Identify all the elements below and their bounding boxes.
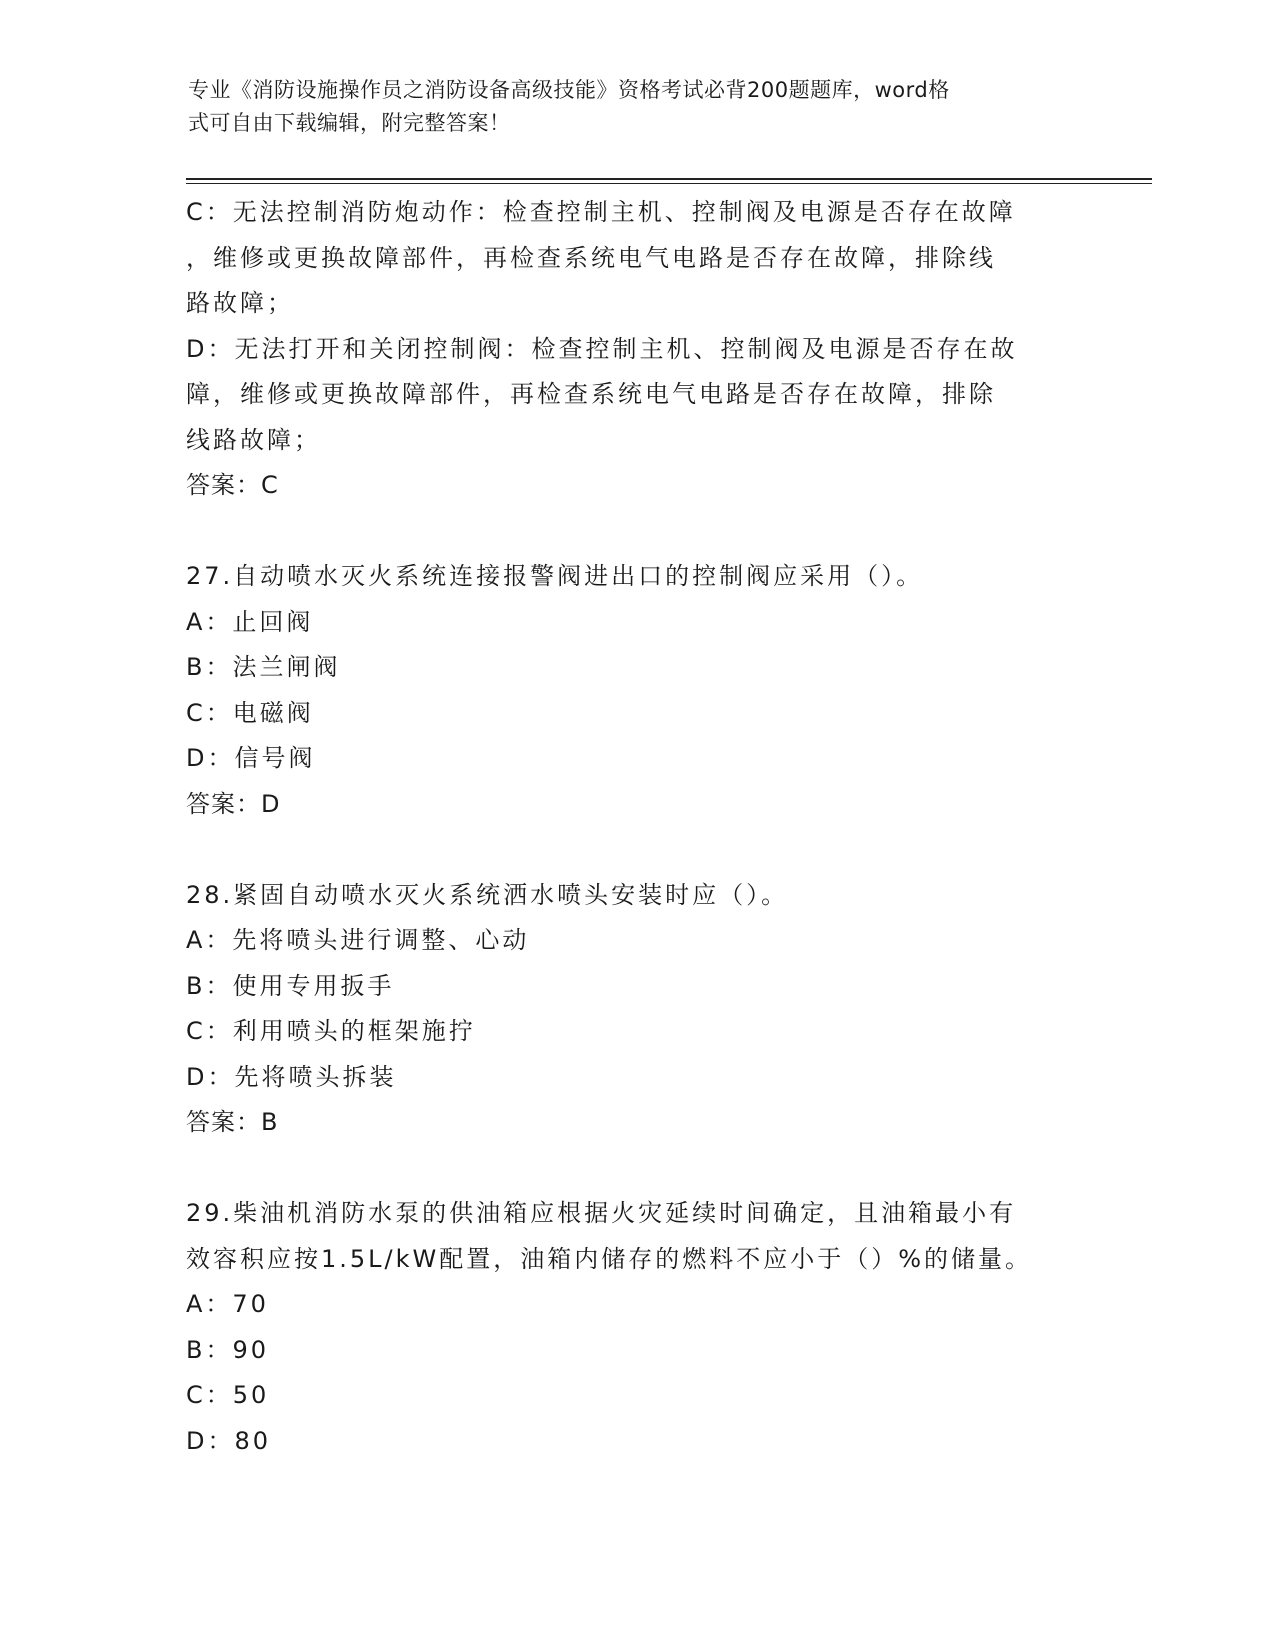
document-header <box>188 74 1068 140</box>
header-divider-thin <box>186 183 1152 184</box>
answer-line: 答案：B <box>186 1108 279 1136</box>
question-content <box>186 190 1086 1464</box>
option-b: B：使用专用扳手 <box>186 971 395 1000</box>
question-text-line-1: 29.柴油机消防水泵的供油箱应根据火灾延续时间确定，且油箱最小有 <box>186 1199 1017 1227</box>
option-b: B：90 <box>186 1335 270 1364</box>
question-27 <box>186 554 1086 827</box>
option-c: C：50 <box>186 1381 270 1409</box>
question-29 <box>186 1191 1086 1464</box>
option-a: A：70 <box>186 1290 269 1318</box>
spacer <box>186 827 1086 873</box>
option-a: A：止回阀 <box>186 607 314 636</box>
question-28 <box>186 873 1086 1146</box>
answer-line: 答案：D <box>186 789 281 818</box>
option-d: D：信号阀 <box>186 744 316 772</box>
header-divider-thick <box>186 178 1152 180</box>
option-d: D：先将喷头拆装 <box>186 1062 397 1091</box>
option-a: A：先将喷头进行调整、心动 <box>186 926 530 954</box>
spacer <box>186 1146 1086 1192</box>
header-line-1: 专业《消防设施操作员之消防设备高级技能》资格考试必背200题题库，word格 <box>188 78 950 102</box>
option-d-line-1: D：无法打开和关闭控制阀：检查控制主机、控制阀及电源是否存在故 <box>186 334 1018 363</box>
answer-line: 答案：C <box>186 471 279 499</box>
option-c: C：利用喷头的框架施拧 <box>186 1017 476 1045</box>
question-text-line-2: 效容积应按1.5L/kW配置，油箱内储存的燃料不应小于（）%的储量。 <box>186 1244 1033 1273</box>
question-text: 28.紧固自动喷水灭火系统洒水喷头安装时应（）。 <box>186 880 789 909</box>
spacer <box>186 509 1086 555</box>
option-c: C：电磁阀 <box>186 698 314 727</box>
option-d-line-3: 线路故障； <box>186 425 321 454</box>
question-text: 27.自动喷水灭火系统连接报警阀进出口的控制阀应采用（）。 <box>186 562 924 590</box>
option-d: D：80 <box>186 1426 272 1455</box>
option-c-line-3: 路故障； <box>186 289 294 317</box>
option-d-line-2: 障，维修或更换故障部件，再检查系统电气电路是否存在故障，排除 <box>186 380 996 408</box>
header-line-2: 式可自由下载编辑，附完整答案！ <box>188 111 511 135</box>
option-c-line-1: C：无法控制消防炮动作：检查控制主机、控制阀及电源是否存在故障 <box>186 198 1016 226</box>
option-c-line-2: ，维修或更换故障部件，再检查系统电气电路是否存在故障，排除线 <box>186 243 996 272</box>
continued-question <box>186 190 1086 509</box>
option-b: B：法兰闸阀 <box>186 653 341 681</box>
